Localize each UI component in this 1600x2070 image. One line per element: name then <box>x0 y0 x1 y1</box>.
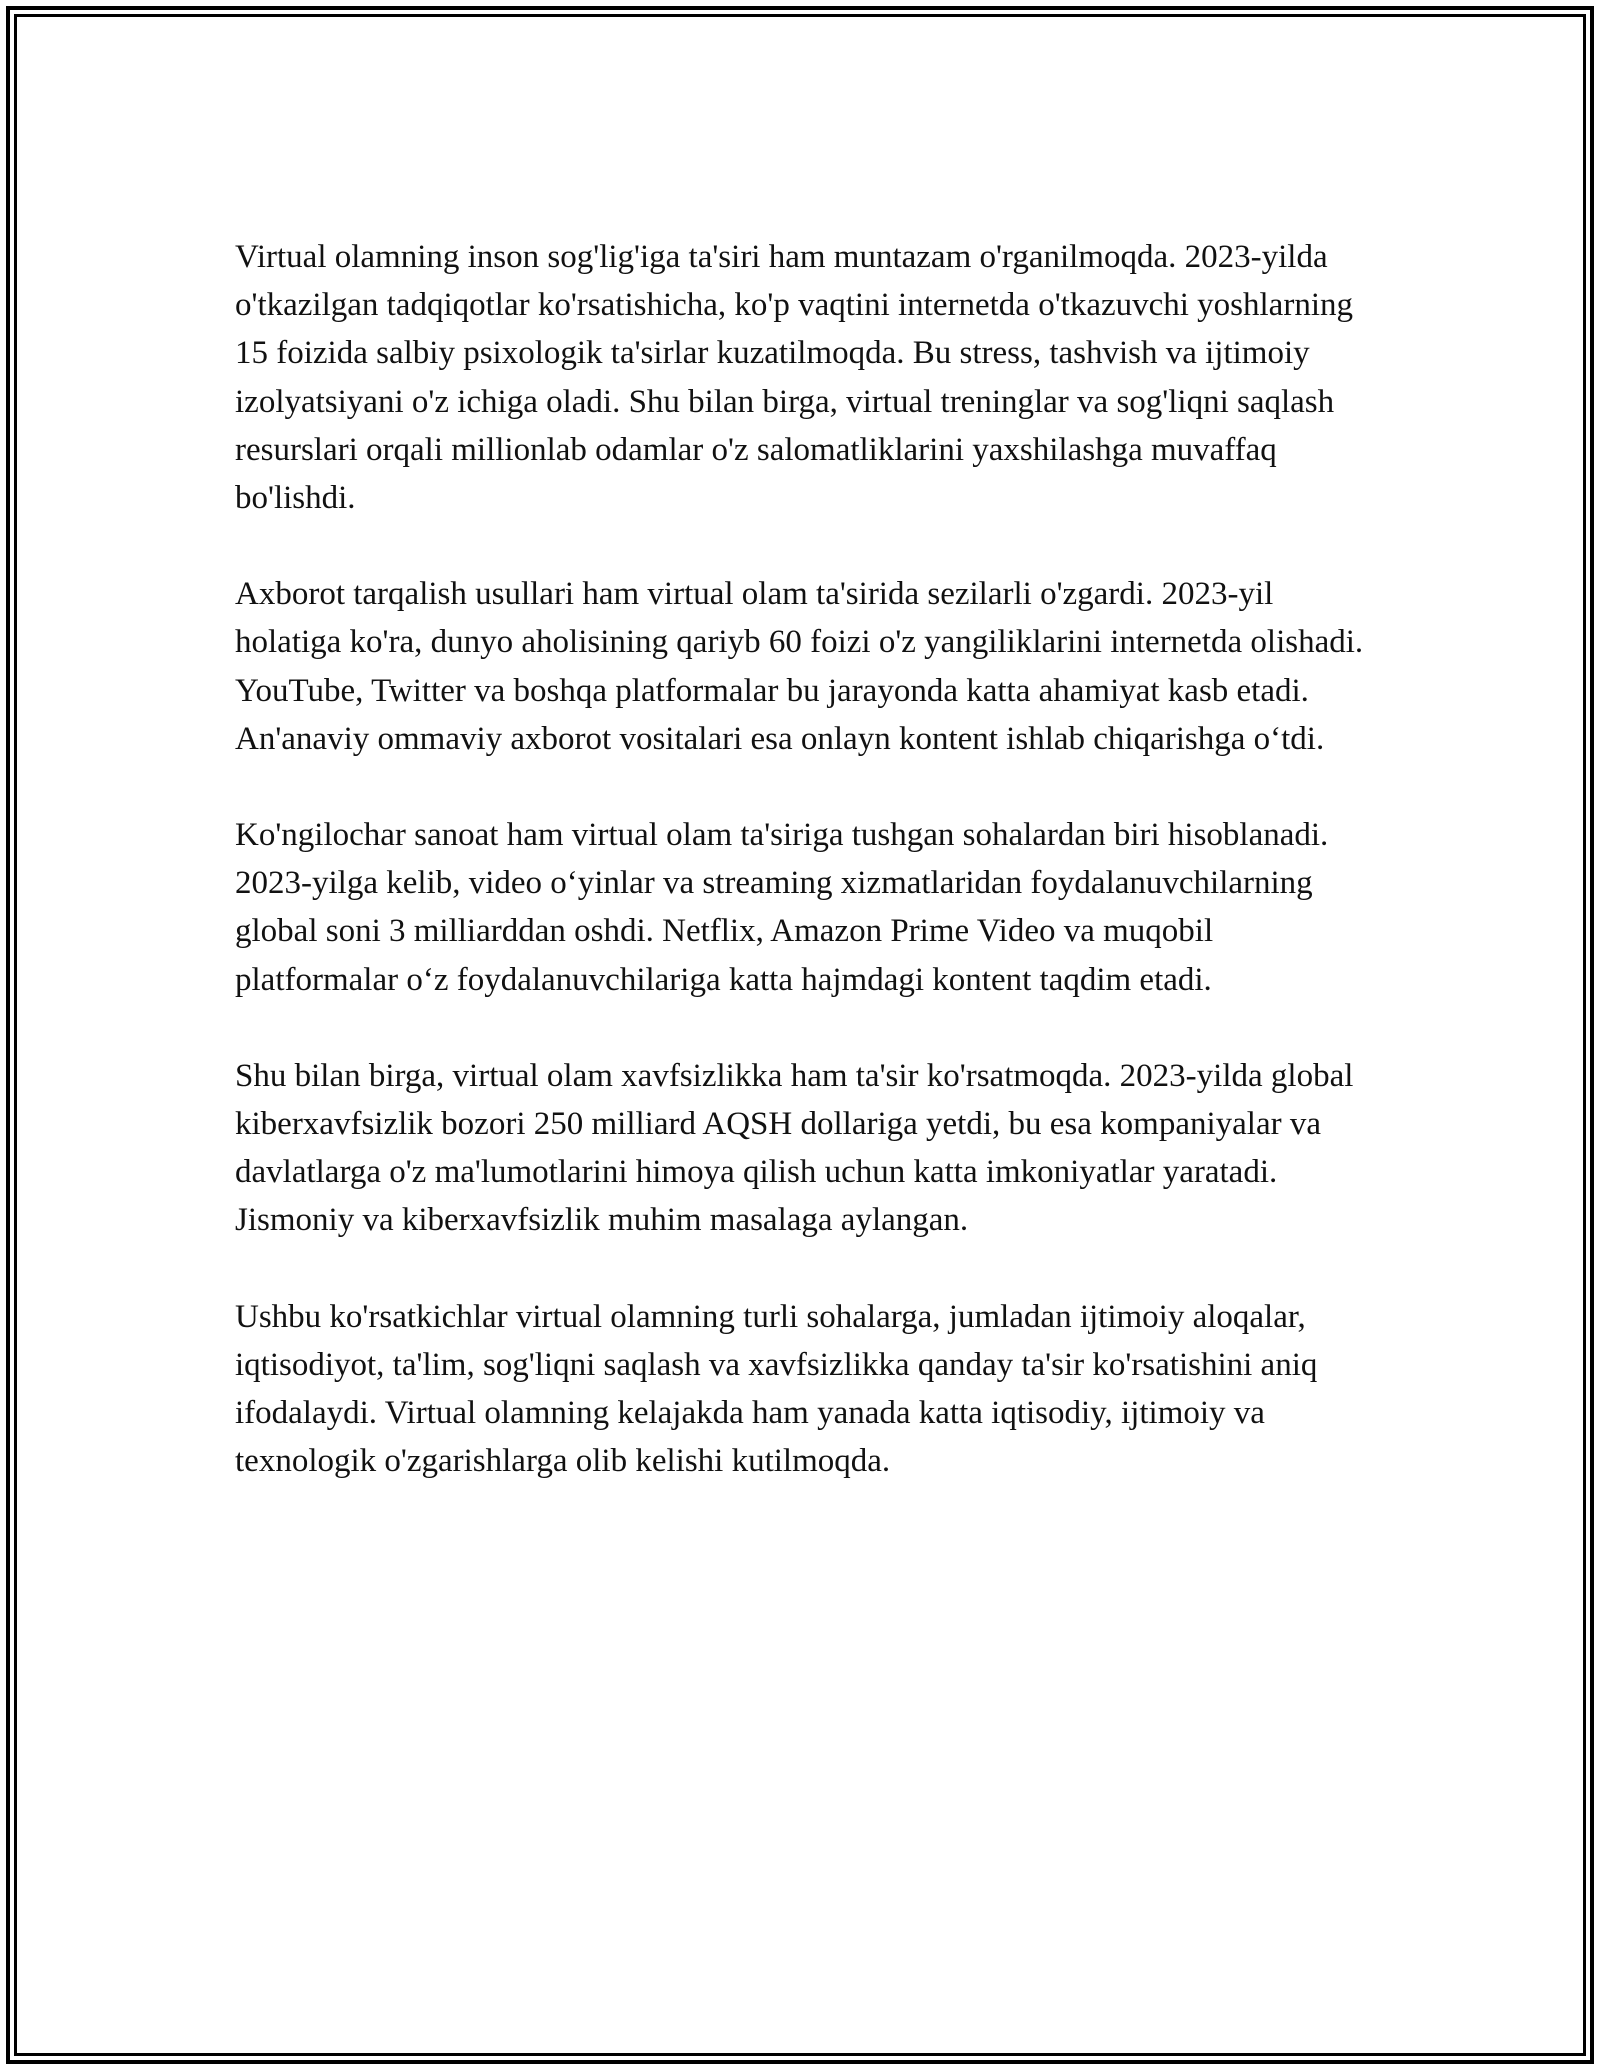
paragraph-health: Virtual olamning inson sog'lig'iga ta'siri ham muntazam o'rganilmoqda. 2023-yilda o'tkazilgan tadqiqotlar ko'rsatishicha, ko'p vaqtini internetda o'tkazuvchi yoshlarning 15 foizida salbiy psixologik ta'sirlar kuzatilmoqda. Bu stress, tashvish va ijtimoiy izolyatsiyani o'z ichiga oladi. Shu bilan birga, virtual treninglar va sog'liqni saqlash resurslari orqali millionlab odamlar o'z salomatliklarini yaxshilashga muvaffaq bo'lishdi. <box>235 239 1353 517</box>
document-body <box>235 233 1365 1533</box>
paragraph-conclusion: Ushbu ko'rsatkichlar virtual olamning turli sohalarga, jumladan ijtimoiy aloqalar, iqtisodiyot, ta'lim, sog'liqni saqlash va xavfsizlikka qanday ta'sir ko'rsatishini aniq ifodalaydi. Virtual olamning kelajakda ham yanada katta iqtisodiy, ijtimoiy va texnologik o'zgarishlarga olib kelishi kutilmoqda. <box>235 1298 1318 1480</box>
paragraph-information: Axborot tarqalish usullari ham virtual olam ta'sirida sezilarli o'zgardi. 2023-yil holatiga ko'ra, dunyo aholisining qariyb 60 foizi o'z yangiliklarini internetda olishadi. YouTube, Twitter va boshqa platformalar bu jarayonda katta ahamiyat kasb etadi. An'anaviy ommaviy axborot vositalari esa onlayn kontent ishlab chiqarishga o‘tdi. <box>235 576 1364 757</box>
paragraph-security: Shu bilan birga, virtual olam xavfsizlikka ham ta'sir ko'rsatmoqda. 2023-yilda global kiberxavfsizlik bozori 250 milliard AQSH dollariga yetdi, bu esa kompaniyalar va davlatlarga o'z ma'lumotlarini himoya qilish uchun katta imkoniyatlar yaratadi. Jismoniy va kiberxavfsizlik muhim masalaga aylangan. <box>235 1057 1354 1239</box>
paragraph-entertainment: Ko'ngilochar sanoat ham virtual olam ta'siriga tushgan sohalardan biri hisoblanadi. 2023-yilga kelib, video o‘yinlar va streaming xizmatlaridan foydalanuvchilarning global soni 3 milliarddan oshdi. Netflix, Amazon Prime Video va muqobil platformalar o‘z foydalanuvchilariga katta hajmdagi kontent taqdim etadi. <box>235 817 1329 998</box>
